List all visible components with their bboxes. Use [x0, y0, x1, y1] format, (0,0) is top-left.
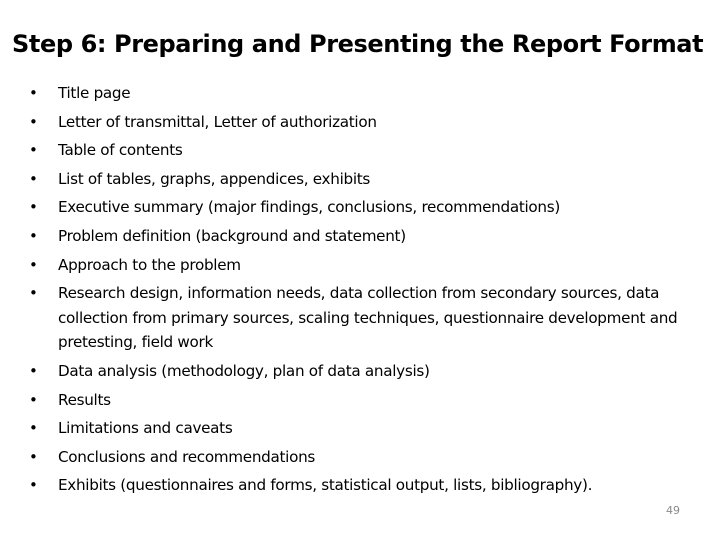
list-item-exhibits [29, 473, 697, 498]
list-item-problem-definition [29, 224, 697, 249]
list-item-text: Limitations and caveats [58, 419, 233, 438]
page-number: 49 [666, 504, 680, 517]
list-item-text: Conclusions and recommendations [58, 447, 316, 466]
list-item-executive-summary [29, 195, 697, 220]
bullet-icon: • [29, 419, 38, 438]
list-item-table-of-contents [29, 138, 697, 163]
list-item-text: Exhibits (questionnaires and forms, statistical output, lists, bibliography). [58, 476, 593, 495]
bullet-icon: • [29, 361, 38, 380]
list-item-list-of-tables [29, 167, 697, 192]
list-item-results [29, 388, 697, 413]
list-item-text: Approach to the problem [58, 255, 241, 274]
bullet-icon: • [29, 169, 38, 188]
list-item-conclusions [29, 445, 697, 470]
bullet-icon: • [29, 198, 38, 217]
bullet-icon: • [29, 255, 38, 274]
list-item-text: Table of contents [58, 141, 183, 160]
list-item-text: Title page [58, 84, 131, 102]
list-item-text: Executive summary (major findings, conclusions, recommendations) [58, 198, 560, 217]
bullet-icon: • [29, 447, 38, 466]
list-item-approach [29, 253, 697, 278]
bullet-icon: • [29, 390, 38, 409]
list-item-text: Research design, information needs, data collection from secondary sources, data collection from primary sources, scaling techniques, questionnaire development and pretesting, field work [58, 284, 678, 352]
list-item-text: List of tables, graphs, appendices, exhibits [58, 169, 371, 188]
bullet-icon: • [29, 84, 38, 102]
list-item-text: Results [58, 390, 111, 409]
list-item-text: Letter of transmittal, Letter of authorization [58, 112, 377, 131]
bullet-icon: • [29, 476, 38, 495]
list-item-text: Data analysis (methodology, plan of data analysis) [58, 361, 430, 380]
bullet-list [29, 81, 697, 502]
list-item-data-analysis [29, 359, 697, 384]
bullet-icon: • [29, 141, 38, 160]
list-item-text: Problem definition (background and statement) [58, 226, 406, 245]
slide-title: Step 6: Preparing and Presenting the Report Format [12, 30, 704, 58]
bullet-icon: • [29, 284, 38, 303]
bullet-icon: • [29, 112, 38, 131]
list-item-title-page [29, 81, 697, 106]
list-item-limitations [29, 416, 697, 441]
bullet-icon: • [29, 226, 38, 245]
list-item-research-design [29, 281, 697, 355]
list-item-letters [29, 110, 697, 135]
